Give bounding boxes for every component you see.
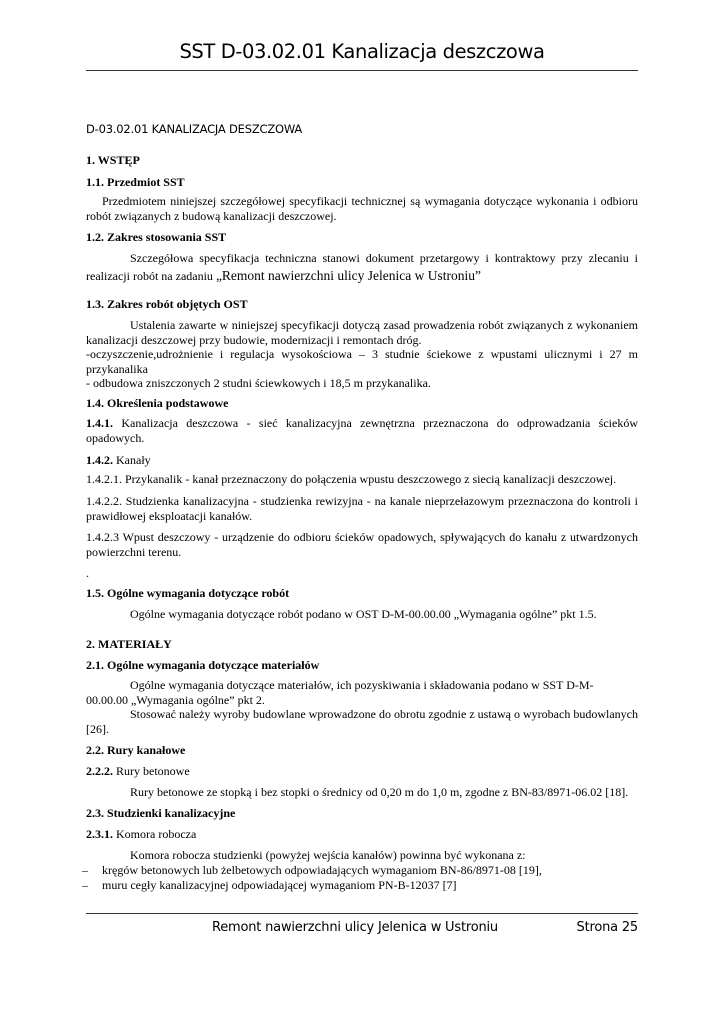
definition-1-4-2-text: Kanały — [116, 453, 151, 467]
section-2-3-1-text: Komora robocza studzienki (powyżej wejścia kanałów) powinna być wykonana z: — [130, 848, 526, 862]
definition-1-4-2-1: 1.4.2.1. Przykanalik - kanał przeznaczony do połączenia wpustu deszczowego z siecią kanalizacji deszczowej. — [86, 472, 617, 486]
definition-1-4-2-2: 1.4.2.2. Studzienka kanalizacyjna - studzienka rewizyjna - na kanale nieprzełazowym przeznaczona do kontroli i prawidłowej eksploatacji kanałów. — [86, 494, 638, 523]
section-2-2-2-title: Rury betonowe — [116, 764, 190, 778]
list-item-text: kręgów betonowych lub żelbetowych odpowiadających wymaganiom BN-86/8971-08 [19], — [102, 863, 542, 877]
section-1-3-heading: 1.3. Zakres robót objętych OST — [86, 297, 248, 311]
section-1-heading: 1. WSTĘP — [86, 153, 140, 167]
section-1-4-heading: 1.4. Określenia podstawowe — [86, 396, 229, 410]
section-2-heading: 2. MATERIAŁY — [86, 637, 172, 651]
section-1-2-task-name: „Remont nawierzchni ulicy Jelenica w Ustroniu” — [215, 268, 481, 283]
section-1-2-heading: 1.2. Zakres stosowania SST — [86, 230, 227, 244]
header-rule — [86, 70, 638, 71]
section-2-3-1 — [86, 827, 638, 842]
section-1-2-text — [86, 250, 638, 285]
definition-1-4-2 — [86, 453, 638, 468]
definition-1-4-1-text: Kanalizacja deszczowa - sieć kanalizacyjna zewnętrzna przeznaczona do odprowadzania ścieków opadowych. — [86, 416, 638, 445]
section-2-1-paragraph-2: Stosować należy wyroby budowlane wprowadzone do obrotu zgodnie z ustawą o wyrobach budowlanych [26]. — [86, 707, 638, 736]
page-header-title: SST D-03.02.01 Kanalizacja deszczowa — [179, 40, 545, 63]
section-2-3-1-number: 2.3.1. — [86, 827, 113, 841]
bullet-dash: – — [82, 878, 88, 892]
section-1-5-text: Ogólne wymagania dotyczące robót podano w OST D-M-00.00.00 „Wymagania ogólne” pkt 1.5. — [130, 607, 597, 621]
footer-project-title: Remont nawierzchni ulicy Jelenica w Ustroniu — [212, 920, 498, 935]
section-1-3-paragraph-2: -oczyszczenie,udrożnienie i regulacja wysokościowa – 3 studnie ściekowe z wpustami ulicznymi i 27 m przykanalika — [86, 347, 638, 376]
section-1-2-body: Szczegółowa specyfikacja techniczna stanowi dokument przetargowy i kontraktowy przy zlecaniu i realizacji robót na zadaniu — [86, 251, 638, 283]
bullet-dash: – — [82, 863, 88, 877]
section-2-3-1-title: Komora robocza — [116, 827, 197, 841]
section-1-5-heading: 1.5. Ogólne wymagania dotyczące robót — [86, 586, 290, 600]
definition-1-4-2-number: 1.4.2. — [86, 453, 113, 467]
section-1-3-paragraph-3: - odbudowa zniszczonych 2 studni ściewkowych i 18,5 m przykanalika. — [86, 376, 431, 390]
definition-1-4-1 — [86, 416, 638, 445]
list-item-text: muru cegły kanalizacyjnej odpowiadającej wymaganiom PN-B-12037 [7] — [102, 878, 457, 892]
section-2-2-2-number: 2.2.2. — [86, 764, 113, 778]
section-1-3-paragraph-1: Ustalenia zawarte w niniejszej specyfikacji dotyczą zasad prowadzenia robót związanych z wykonaniem kanalizacji deszczowej przy budowie, modernizacji i remontach dróg. — [86, 318, 638, 347]
section-1-1-text: Przedmiotem niniejszej szczegółowej specyfikacji technicznej są wymagania dotyczące wykonania i odbioru robót związanych z budową kanalizacji deszczowej. — [86, 194, 638, 223]
section-2-1-heading: 2.1. Ogólne wymagania dotyczące materiałów — [86, 658, 320, 672]
section-2-2-2 — [86, 764, 638, 779]
definition-1-4-2-3: 1.4.2.3 Wpust deszczowy - urządzenie do odbioru ścieków opadowych, spływających do kanału z utwardzonych powierzchni terenu. — [86, 530, 638, 559]
footer-rule — [86, 913, 638, 914]
section-2-2-heading: 2.2. Rury kanałowe — [86, 743, 186, 757]
document-title: D-03.02.01 KANALIZACJA DESZCZOWA — [86, 122, 303, 136]
section-2-3-heading: 2.3. Studzienki kanalizacyjne — [86, 806, 236, 820]
footer-page-number: Strona 25 — [576, 920, 638, 935]
definition-1-4-1-number: 1.4.1. — [86, 416, 113, 430]
stray-dot: . — [86, 566, 89, 580]
section-2-2-2-text: Rury betonowe ze stopką i bez stopki o średnicy od 0,20 m do 1,0 m, zgodne z BN-83/8971-06.02 [18]. — [130, 785, 629, 799]
section-2-1-paragraph-1: Ogólne wymagania dotyczące materiałów, ich pozyskiwania i składowania podano w SST D-M-00.00.00 „Wymagania ogólne” pkt 2. — [86, 678, 594, 707]
section-1-1-heading: 1.1. Przedmiot SST — [86, 175, 185, 189]
